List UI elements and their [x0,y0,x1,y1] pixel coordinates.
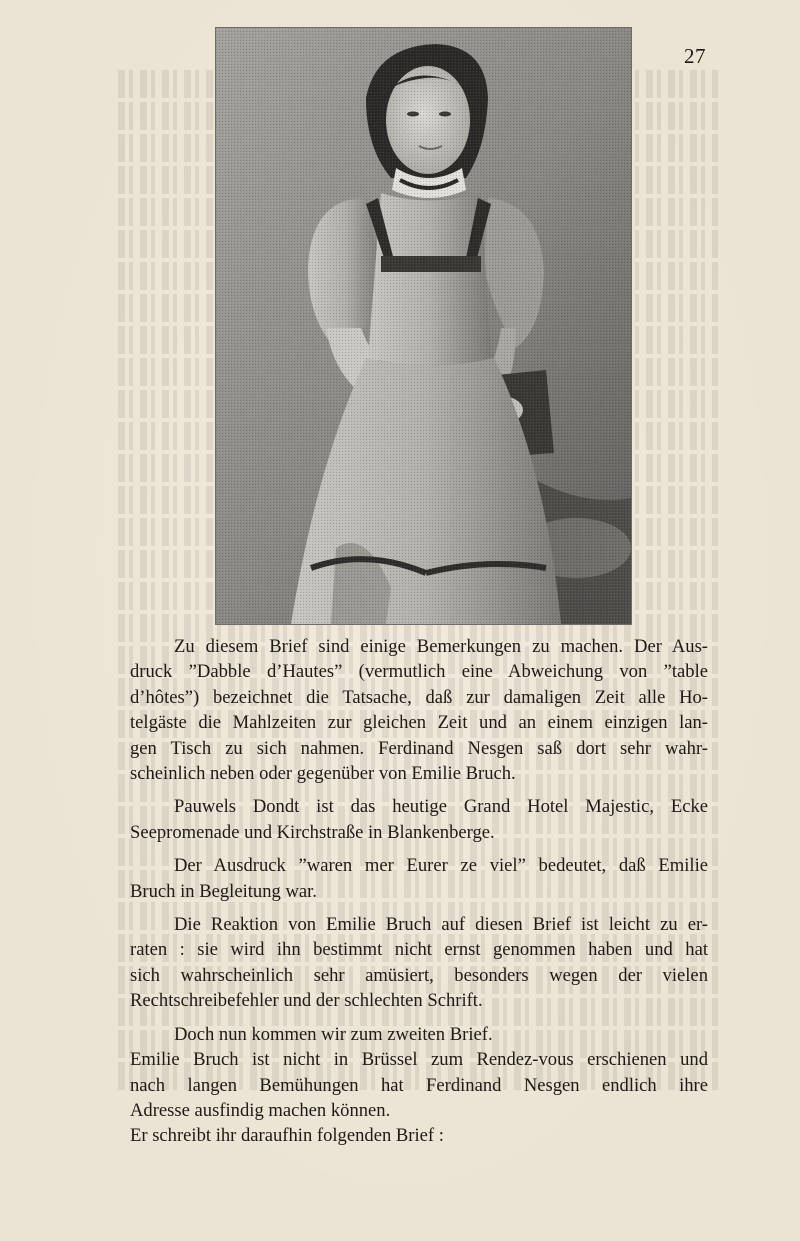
text-line: d’hôtes”) bezeichnet die Tatsache, daß zur damaligen Zeit alle Ho- [130,686,708,708]
text-line: telgäste die Mahlzeiten zur gleichen Zeit und an einem einzigen lan- [130,712,708,734]
text-line: Die Reaktion von Emilie Bruch auf diesen Brief ist leicht zu er- [174,914,708,936]
paragraph [130,1022,708,1149]
paragraph [130,634,708,786]
text-line: Seepromenade und Kirchstraße in Blankenberge. [130,821,495,843]
text-line: Adresse ausfindig machen können. [130,1099,391,1121]
paragraph [130,853,708,904]
text-line: Emilie Bruch ist nicht in Brüssel zum Rendez-vous erschienen und [130,1049,708,1071]
text-line: scheinlich neben oder gegenüber von Emilie Bruch. [130,763,516,785]
text-line: druck ”Dabble d’Hautes” (vermutlich eine Abweichung von ”table [130,661,708,683]
text-line: sich wahrscheinlich sehr amüsiert, besonders wegen der vielen [130,964,708,986]
paragraph [130,912,708,1014]
text-line: gen Tisch zu sich nahmen. Ferdinand Nesgen saß dort sehr wahr- [130,737,708,759]
text-line: Pauwels Dondt ist das heutige Grand Hotel Majestic, Ecke [174,796,708,818]
text-line: Zu diesem Brief sind einige Bemerkungen zu machen. Der Aus- [174,636,708,657]
text-line: Der Ausdruck ”waren mer Eurer ze viel” bedeutet, daß Emilie [174,855,708,877]
text-line: nach langen Bemühungen hat Ferdinand Nesgen endlich ihre [130,1074,708,1096]
body-text [130,634,708,1157]
portrait-photo [216,28,631,624]
paragraph [130,794,708,845]
text-line: Er schreibt ihr daraufhin folgenden Brief : [130,1125,444,1147]
text-line: Bruch in Begleitung war. [130,880,317,902]
text-line: Rechtschreibefehler und der schlechten Schrift. [130,990,483,1012]
text-line: Doch nun kommen wir zum zweiten Brief. [174,1023,493,1045]
page-number: 27 [684,44,706,68]
text-line: raten : sie wird ihn bestimmt nicht ernst genommen haben und hat [130,939,708,961]
